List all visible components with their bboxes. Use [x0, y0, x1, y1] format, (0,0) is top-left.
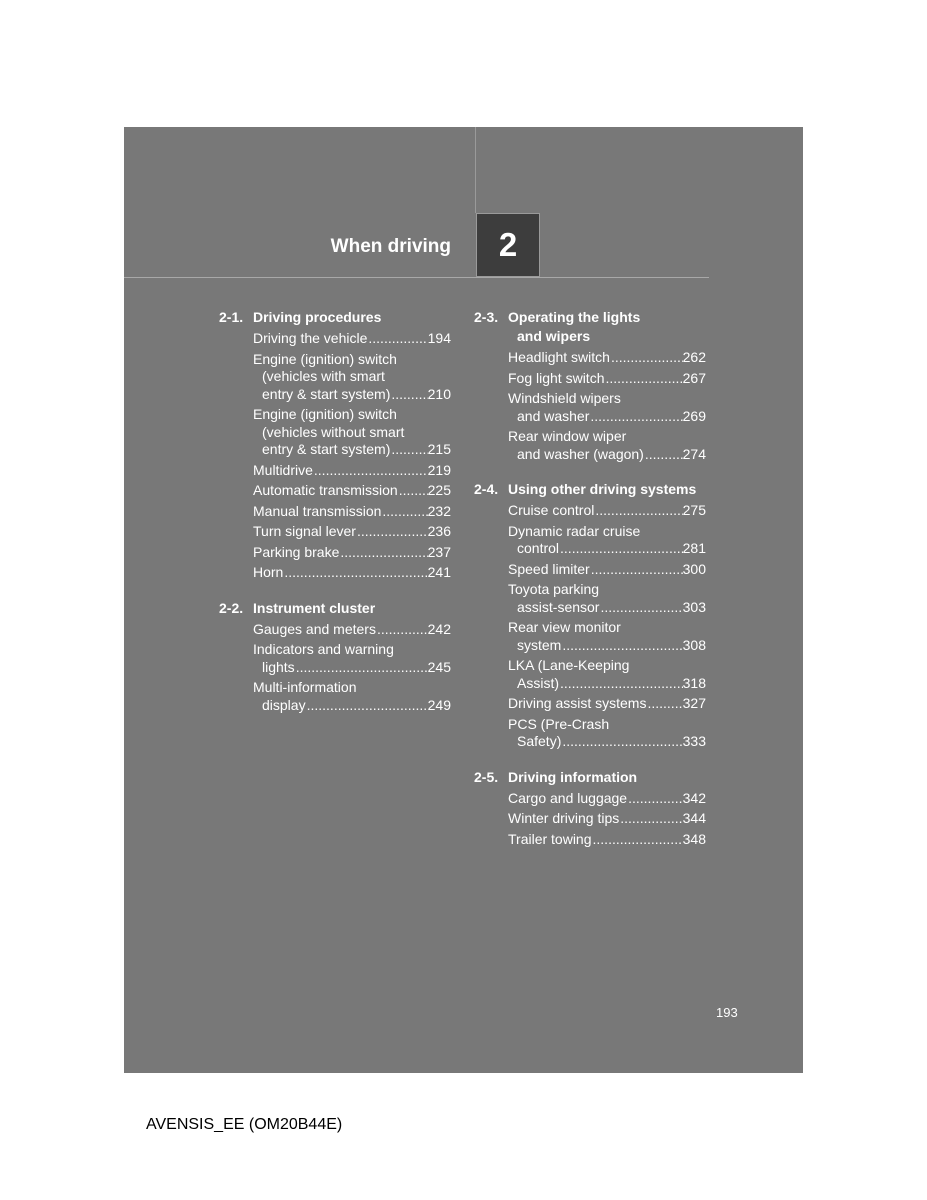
- toc-entry-text: assist-sensor: [517, 598, 600, 615]
- toc-entry-row: [253, 544, 451, 562]
- dot-leader: [390, 386, 427, 404]
- toc-entry-row: [508, 675, 706, 693]
- toc-entry-text: system: [517, 636, 562, 653]
- toc-page-number: 236: [427, 523, 451, 539]
- toc-page-number: 249: [427, 696, 451, 713]
- toc-entry[interactable]: [253, 621, 451, 639]
- toc-entry[interactable]: [253, 544, 451, 562]
- toc-entry-text: Gauges and meters: [253, 620, 376, 637]
- toc-entry-row: [508, 349, 706, 367]
- toc-entry[interactable]: [508, 657, 706, 692]
- toc-entry-row: [508, 561, 706, 579]
- toc-entry-row: [253, 697, 451, 715]
- section-number: 2-3.: [474, 309, 499, 325]
- toc-entry-text: Cruise control: [508, 502, 595, 518]
- toc-entry[interactable]: [508, 716, 706, 751]
- toc-entry-text: Engine (ignition) switch: [253, 350, 397, 367]
- dot-leader: [610, 349, 683, 367]
- dot-leader: [644, 446, 683, 464]
- dot-leader: [561, 733, 682, 751]
- toc-page-number: 245: [427, 658, 451, 675]
- toc-entry-row: [253, 659, 451, 677]
- toc-entry-text: Indicators and warning: [253, 641, 394, 657]
- toc-entry-text: Assist): [517, 674, 559, 691]
- dot-leader: [561, 637, 682, 655]
- toc-entry-text: Rear view monitor: [508, 619, 621, 635]
- dot-leader: [367, 330, 427, 348]
- section-title-line: Using other driving systems: [508, 481, 697, 497]
- section-heading: [474, 480, 706, 499]
- toc-entry-text: Safety): [517, 733, 562, 749]
- toc-page-number: 269: [682, 407, 706, 424]
- toc-entry-text: control: [517, 540, 560, 556]
- toc-entry-text: Cargo and luggage: [508, 789, 628, 806]
- dot-leader: [381, 503, 427, 521]
- toc-section: [474, 308, 706, 463]
- dot-leader: [398, 482, 428, 500]
- toc-column-left: [219, 308, 451, 731]
- page-number: 193: [716, 1005, 738, 1020]
- toc-entry[interactable]: [253, 351, 451, 404]
- dot-leader: [590, 561, 683, 579]
- toc-entry-text: Rear window wiper: [508, 428, 627, 444]
- toc-entry-text: Turn signal lever: [253, 523, 356, 539]
- toc-entry[interactable]: [253, 679, 451, 714]
- toc-entry-text: Speed limiter: [508, 560, 590, 577]
- section-number: 2-2.: [219, 599, 244, 616]
- toc-entry[interactable]: [508, 581, 706, 616]
- toc-page-number: 262: [682, 349, 706, 365]
- section-number: 2-5.: [474, 768, 499, 785]
- toc-entry[interactable]: [508, 428, 706, 463]
- toc-page-number: 210: [427, 385, 451, 402]
- toc-entry[interactable]: [253, 523, 451, 541]
- toc-entry-row: [508, 695, 706, 713]
- toc-entry[interactable]: [508, 561, 706, 579]
- toc-page-number: 275: [682, 502, 706, 518]
- toc-entry-text: Driving assist systems: [508, 695, 647, 711]
- section-title: [253, 308, 451, 327]
- section-title-line: Driving procedures: [253, 309, 382, 325]
- toc-entry-text: and washer: [517, 407, 590, 424]
- toc-page-number: 219: [427, 461, 451, 478]
- toc-entry-row: [508, 408, 706, 426]
- toc-entry-row: [253, 386, 451, 404]
- dot-leader: [599, 599, 682, 617]
- toc-entry-text: entry & start system): [262, 385, 391, 402]
- toc-page-number: 232: [427, 502, 451, 519]
- toc-section: [219, 308, 451, 582]
- dot-leader: [356, 523, 428, 541]
- toc-entry-row: [253, 523, 451, 541]
- toc-entry[interactable]: [508, 370, 706, 388]
- toc-entry[interactable]: [253, 641, 451, 676]
- toc-page-number: 241: [427, 564, 451, 580]
- toc-entry-text: (vehicles without smart: [262, 423, 405, 440]
- dot-leader: [559, 540, 683, 558]
- toc-entry[interactable]: [508, 502, 706, 520]
- dot-leader: [390, 441, 427, 459]
- dot-leader: [592, 831, 683, 849]
- dot-leader: [295, 659, 428, 677]
- toc-entry-row: [508, 540, 706, 558]
- toc-entry-text: PCS (Pre-Crash: [508, 715, 610, 732]
- dot-leader: [376, 621, 428, 639]
- toc-page-number: 344: [682, 810, 706, 826]
- chapter-number-badge: [476, 213, 540, 277]
- toc-entry[interactable]: [253, 462, 451, 480]
- toc-column-right: [474, 308, 706, 865]
- dot-leader: [604, 370, 682, 388]
- toc-entry-row: [253, 441, 451, 459]
- dot-leader: [627, 790, 683, 808]
- toc-page-number: 333: [682, 733, 706, 749]
- section-title: [508, 768, 706, 787]
- toc-entry[interactable]: [508, 349, 706, 367]
- chapter-number: 2: [498, 226, 518, 263]
- section-heading: [219, 599, 451, 618]
- section-title: [508, 480, 706, 499]
- toc-entry-row: [508, 599, 706, 617]
- toc-entry[interactable]: [508, 390, 706, 425]
- toc-section: [474, 480, 706, 751]
- toc-entry[interactable]: [508, 619, 706, 654]
- toc-page-number: 242: [427, 620, 451, 637]
- toc-entry[interactable]: [508, 790, 706, 808]
- toc-page-number: 267: [682, 369, 706, 386]
- toc-page-number: 300: [682, 560, 706, 577]
- toc-entry-row: [508, 370, 706, 388]
- toc-entry-row: [253, 482, 451, 500]
- section-heading: [474, 768, 706, 787]
- toc-page-number: 237: [427, 543, 451, 560]
- section-title: [253, 599, 451, 618]
- toc-entry[interactable]: [253, 564, 451, 582]
- chapter-title: When driving: [330, 236, 451, 257]
- section-title: [508, 308, 706, 346]
- toc-entry-row: [253, 503, 451, 521]
- document-footer: AVENSIS_EE (OM20B44E): [146, 1116, 343, 1133]
- toc-entry[interactable]: [508, 523, 706, 558]
- toc-entry-text: Fog light switch: [508, 369, 605, 386]
- section-title-line: Instrument cluster: [253, 599, 376, 616]
- toc-entry-text: Manual transmission: [253, 502, 382, 519]
- toc-entry-text: Automatic transmission: [253, 482, 398, 498]
- dot-leader: [313, 462, 428, 480]
- toc-entry-row: [508, 446, 706, 464]
- toc-entry-text: entry & start system): [262, 441, 391, 457]
- toc-entry-row: [508, 790, 706, 808]
- toc-entry-row: [508, 831, 706, 849]
- toc-entry[interactable]: [508, 810, 706, 828]
- toc-entry-text: LKA (Lane-Keeping: [508, 657, 630, 673]
- toc-entry-row: [508, 637, 706, 655]
- toc-entry-text: display: [262, 696, 306, 713]
- toc-page-number: 194: [427, 330, 451, 346]
- toc-entry-row: [253, 462, 451, 480]
- toc-entry-text: lights: [262, 658, 295, 675]
- toc-page-number: 274: [682, 445, 706, 462]
- toc-section: [474, 768, 706, 849]
- toc-entry-text: Dynamic radar cruise: [508, 522, 641, 539]
- toc-entry[interactable]: [508, 831, 706, 849]
- toc-entry-row: [253, 564, 451, 582]
- toc-entry-row: [508, 733, 706, 751]
- toc-entry-text: Multi-information: [253, 679, 357, 695]
- dot-leader: [589, 408, 682, 426]
- toc-entry-row: [508, 502, 706, 520]
- toc-page-number: 342: [682, 789, 706, 806]
- toc-entry[interactable]: [253, 482, 451, 500]
- toc-entry-text: Multidrive: [253, 461, 313, 478]
- section-number: 2-1.: [219, 309, 244, 325]
- toc-page-number: 303: [682, 598, 706, 615]
- section-title-line: and wipers: [517, 328, 591, 344]
- dot-leader: [646, 695, 682, 713]
- toc-entry-text: Windshield wipers: [508, 390, 621, 406]
- toc-entry-text: Winter driving tips: [508, 810, 620, 826]
- dot-leader: [339, 544, 427, 562]
- toc-entry[interactable]: [508, 695, 706, 713]
- toc-entry-text: Toyota parking: [508, 581, 600, 597]
- dot-leader: [594, 502, 682, 520]
- toc-entry-row: [253, 330, 451, 348]
- toc-entry-text: Engine (ignition) switch: [253, 406, 397, 422]
- toc-page-number: 348: [682, 830, 706, 847]
- toc-entry[interactable]: [253, 406, 451, 459]
- toc-entry[interactable]: [253, 330, 451, 348]
- dot-leader: [619, 810, 682, 828]
- toc-entry-text: Trailer towing: [508, 830, 592, 847]
- toc-page-number: 225: [427, 482, 451, 498]
- toc-page-number: 281: [682, 540, 706, 556]
- section-number: 2-4.: [474, 481, 499, 497]
- toc-page-number: 327: [682, 695, 706, 711]
- divider-vertical: [475, 127, 476, 213]
- dot-leader: [283, 564, 427, 582]
- toc-entry-text: and washer (wagon): [517, 445, 644, 462]
- toc-entry[interactable]: [253, 503, 451, 521]
- toc-entry-text: Parking brake: [253, 543, 340, 560]
- divider-horizontal: [124, 277, 709, 278]
- toc-section: [219, 599, 451, 715]
- toc-entry-row: [253, 621, 451, 639]
- toc-page-number: 318: [682, 674, 706, 691]
- section-title-line: Operating the lights: [508, 309, 641, 325]
- toc-entry-row: [508, 810, 706, 828]
- toc-entry-text: Headlight switch: [508, 349, 610, 365]
- dot-leader: [306, 697, 428, 715]
- section-heading: [474, 308, 706, 346]
- toc-entry-text: (vehicles with smart: [262, 368, 385, 384]
- toc-page-number: 215: [427, 441, 451, 457]
- toc-page-number: 308: [682, 636, 706, 653]
- toc-entry-text: Driving the vehicle: [253, 330, 368, 346]
- toc-entry-text: Horn: [253, 564, 284, 580]
- section-heading: [219, 308, 451, 327]
- dot-leader: [559, 675, 683, 693]
- section-title-line: Driving information: [508, 768, 638, 785]
